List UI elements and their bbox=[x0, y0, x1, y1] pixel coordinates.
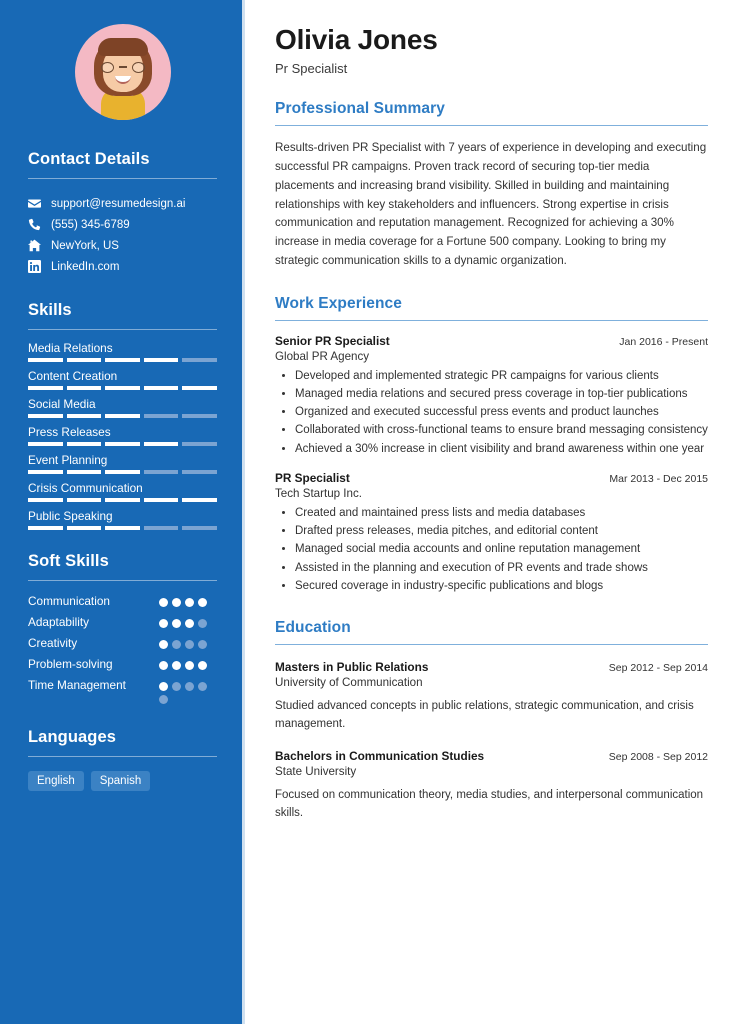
skills-heading: Skills bbox=[28, 301, 72, 319]
avatar-fringe bbox=[98, 38, 148, 56]
soft-skill-item bbox=[28, 612, 217, 633]
skill-level-bar bbox=[28, 414, 217, 418]
skill-level-segment bbox=[105, 358, 140, 362]
divider bbox=[275, 320, 708, 321]
professional-summary-heading: Professional Summary bbox=[275, 100, 445, 118]
education-degree: Bachelors in Communication Studies bbox=[275, 748, 485, 763]
soft-skills-list bbox=[28, 591, 217, 704]
education-heading: Education bbox=[275, 619, 351, 637]
soft-skill-dot bbox=[159, 661, 168, 670]
education-degree: Masters in Public Relations bbox=[275, 660, 429, 675]
sidebar-edge bbox=[242, 0, 245, 1024]
soft-skill-dot bbox=[159, 640, 168, 649]
skill-level-segment bbox=[182, 526, 217, 530]
soft-skill-item bbox=[28, 654, 217, 675]
skill-item bbox=[28, 367, 217, 390]
skill-level-segment bbox=[105, 526, 140, 530]
skill-item bbox=[28, 479, 217, 502]
education-description: Focused on communication theory, media studies, and interpersonal communication skills. bbox=[275, 788, 704, 819]
divider bbox=[28, 178, 217, 179]
soft-skill-dot bbox=[198, 619, 207, 628]
skill-level-segment bbox=[144, 442, 179, 446]
education-date-range: Sep 2012 - Sep 2014 bbox=[608, 662, 708, 675]
skill-label: Crisis Communication bbox=[28, 481, 143, 495]
skill-level-segment bbox=[182, 470, 217, 474]
education-entry-header bbox=[275, 749, 708, 763]
experience-entry-header bbox=[275, 334, 708, 348]
language-tag[interactable]: Spanish bbox=[91, 771, 151, 791]
experience-bullet-list bbox=[275, 368, 708, 458]
language-tag-list bbox=[28, 771, 217, 791]
experience-organization: Tech Startup Inc. bbox=[275, 486, 362, 500]
skill-level-segment bbox=[182, 386, 217, 390]
soft-skill-dot bbox=[198, 682, 207, 691]
avatar-glasses-bridge bbox=[119, 66, 127, 68]
skill-level-segment bbox=[105, 470, 140, 474]
skill-level-bar bbox=[28, 358, 217, 362]
experience-role: Senior PR Specialist bbox=[275, 333, 390, 348]
education-list bbox=[275, 660, 708, 822]
sidebar bbox=[0, 0, 245, 1024]
skill-level-segment bbox=[28, 498, 63, 502]
experience-bullet-list bbox=[275, 505, 708, 595]
skill-level-bar bbox=[28, 386, 217, 390]
contact-item[interactable] bbox=[28, 256, 217, 277]
skill-level-segment bbox=[67, 498, 102, 502]
skill-level-segment bbox=[182, 414, 217, 418]
skill-level-segment bbox=[28, 470, 63, 474]
divider bbox=[275, 644, 708, 645]
soft-skill-label: Communication bbox=[28, 594, 110, 608]
languages-section bbox=[0, 728, 245, 791]
education-entry-header bbox=[275, 660, 708, 674]
soft-skill-dot-rating bbox=[159, 612, 217, 628]
experience-date-range: Jan 2016 - Present bbox=[619, 335, 708, 348]
experience-bullet: • Achieved a 30% increase in client visibility and brand awareness within one year bbox=[295, 441, 708, 458]
skill-level-segment bbox=[67, 470, 102, 474]
skill-item bbox=[28, 395, 217, 418]
soft-skill-label: Problem-solving bbox=[28, 657, 113, 671]
soft-skill-dot bbox=[185, 682, 194, 691]
soft-skill-dot bbox=[172, 619, 181, 628]
skill-label: Social Media bbox=[28, 397, 96, 411]
skill-level-segment bbox=[67, 442, 102, 446]
skill-item bbox=[28, 423, 217, 446]
skill-item bbox=[28, 451, 217, 474]
contact-details-heading: Contact Details bbox=[28, 150, 150, 168]
skill-label: Media Relations bbox=[28, 341, 113, 355]
contact-item-value: support@resumedesign.ai bbox=[51, 197, 186, 210]
contact-item-value: LinkedIn.com bbox=[51, 260, 120, 273]
skill-level-segment bbox=[28, 442, 63, 446]
skill-level-bar bbox=[28, 470, 217, 474]
contact-item[interactable] bbox=[28, 214, 217, 235]
contact-item[interactable] bbox=[28, 235, 217, 256]
education-description: Studied advanced concepts in public relations, strategic communication, and crisis management. bbox=[275, 700, 694, 730]
skill-item bbox=[28, 507, 217, 530]
education-school: University of Communication bbox=[275, 676, 423, 690]
skill-level-segment bbox=[67, 386, 102, 390]
soft-skill-dot bbox=[185, 661, 194, 670]
skill-level-segment bbox=[105, 414, 140, 418]
soft-skill-dot bbox=[185, 598, 194, 607]
soft-skill-dot bbox=[159, 682, 168, 691]
soft-skills-heading: Soft Skills bbox=[28, 552, 109, 570]
skill-level-segment bbox=[28, 386, 63, 390]
soft-skill-dot-rating bbox=[159, 591, 217, 607]
soft-skill-label: Creativity bbox=[28, 636, 78, 650]
skill-level-segment bbox=[144, 358, 179, 362]
avatar-glasses-right bbox=[132, 62, 145, 73]
soft-skill-dot bbox=[172, 640, 181, 649]
work-experience-section bbox=[275, 295, 708, 596]
education-date-range: Sep 2008 - Sep 2012 bbox=[608, 750, 708, 763]
soft-skill-dot bbox=[159, 619, 168, 628]
soft-skill-dot-rating bbox=[159, 633, 217, 649]
soft-skill-dot bbox=[198, 598, 207, 607]
skill-label: Event Planning bbox=[28, 453, 108, 467]
phone-icon bbox=[28, 218, 41, 231]
experience-bullet: • Managed media relations and secured press coverage in top-tier publications bbox=[295, 386, 708, 403]
skill-level-segment bbox=[28, 414, 63, 418]
experience-entry bbox=[275, 334, 708, 458]
soft-skill-dot bbox=[172, 661, 181, 670]
skills-section bbox=[0, 301, 245, 530]
education-entry bbox=[275, 660, 708, 734]
experience-bullet: • Drafted press releases, media pitches, and editorial content bbox=[295, 523, 708, 540]
skill-level-segment bbox=[105, 442, 140, 446]
education-section bbox=[275, 619, 708, 822]
skill-level-segment bbox=[144, 470, 179, 474]
soft-skill-dot bbox=[198, 661, 207, 670]
skill-level-segment bbox=[28, 526, 63, 530]
soft-skill-item bbox=[28, 633, 217, 654]
main-content bbox=[245, 0, 730, 1024]
skill-level-segment bbox=[144, 414, 179, 418]
soft-skill-dot-rating bbox=[159, 675, 217, 704]
avatar bbox=[75, 24, 171, 120]
avatar-container bbox=[0, 0, 245, 120]
soft-skill-item bbox=[28, 591, 217, 612]
skill-level-segment bbox=[144, 386, 179, 390]
soft-skill-dot bbox=[172, 682, 181, 691]
professional-summary-section bbox=[275, 100, 708, 270]
experience-bullet: • Managed social media accounts and online reputation management bbox=[295, 541, 708, 558]
languages-heading: Languages bbox=[28, 728, 117, 746]
contact-details-section bbox=[0, 150, 245, 277]
skill-level-segment bbox=[182, 442, 217, 446]
skill-level-segment bbox=[67, 414, 102, 418]
skill-level-segment bbox=[182, 358, 217, 362]
soft-skill-dot bbox=[159, 598, 168, 607]
language-tag[interactable]: English bbox=[28, 771, 84, 791]
contact-list bbox=[28, 193, 217, 277]
skill-level-segment bbox=[182, 498, 217, 502]
experience-bullet: • Developed and implemented strategic PR campaigns for various clients bbox=[295, 368, 708, 385]
contact-item-value: NewYork, US bbox=[51, 239, 119, 252]
experience-entry-header bbox=[275, 471, 708, 485]
divider bbox=[275, 125, 708, 126]
soft-skills-section bbox=[0, 552, 245, 704]
skill-level-bar bbox=[28, 442, 217, 446]
skill-level-bar bbox=[28, 526, 217, 530]
work-experience-list bbox=[275, 334, 708, 596]
skill-level-segment bbox=[105, 386, 140, 390]
soft-skill-dot bbox=[159, 695, 168, 704]
experience-bullet: • Secured coverage in industry-specific publications and blogs bbox=[295, 578, 708, 595]
soft-skill-dot bbox=[185, 640, 194, 649]
soft-skill-label: Adaptability bbox=[28, 615, 89, 629]
skill-level-segment bbox=[28, 358, 63, 362]
skill-label: Press Releases bbox=[28, 425, 111, 439]
soft-skill-item bbox=[28, 675, 217, 704]
professional-summary-text: Results-driven PR Specialist with 7 years of experience in developing and executing successful PR campaigns. Proven track record of securing top-tier media placements and increasing brand visibility. Skilled in building and maintaining relationships with key stakeholders and influencers. Strong expertise in crisis communication and reputation management. Recognized for achieving a 30% increase in media coverage for a Fortune 500 company. Looking to bring my strategic communication skills to a dynamic organization. bbox=[275, 141, 707, 267]
skill-label: Public Speaking bbox=[28, 509, 113, 523]
skill-level-segment bbox=[67, 358, 102, 362]
page-title: Olivia Jones bbox=[275, 24, 438, 55]
envelope-icon bbox=[28, 197, 41, 210]
job-title: Pr Specialist bbox=[275, 61, 348, 77]
skill-level-segment bbox=[67, 526, 102, 530]
linkedin-icon bbox=[28, 260, 41, 273]
experience-bullet: • Created and maintained press lists and media databases bbox=[295, 505, 708, 522]
soft-skill-dot bbox=[198, 640, 207, 649]
education-entry bbox=[275, 749, 708, 823]
soft-skill-label: Time Management bbox=[28, 678, 126, 692]
contact-item-value: (555) 345-6789 bbox=[51, 218, 130, 231]
home-icon bbox=[28, 239, 41, 252]
skill-label: Content Creation bbox=[28, 369, 118, 383]
education-school: State University bbox=[275, 764, 357, 778]
experience-entry bbox=[275, 471, 708, 595]
soft-skill-dot-rating bbox=[159, 654, 217, 670]
soft-skill-dot bbox=[185, 619, 194, 628]
divider bbox=[28, 329, 217, 330]
soft-skill-dot bbox=[172, 598, 181, 607]
contact-item[interactable] bbox=[28, 193, 217, 214]
work-experience-heading: Work Experience bbox=[275, 294, 402, 312]
experience-bullet: • Collaborated with cross-functional teams to ensure brand messaging consistency bbox=[295, 422, 708, 439]
avatar-glasses-left bbox=[101, 62, 114, 73]
experience-organization: Global PR Agency bbox=[275, 349, 370, 363]
divider bbox=[28, 580, 217, 581]
skill-level-bar bbox=[28, 498, 217, 502]
experience-date-range: Mar 2013 - Dec 2015 bbox=[609, 472, 708, 485]
skill-level-segment bbox=[105, 498, 140, 502]
skill-item bbox=[28, 339, 217, 362]
skills-list bbox=[28, 339, 217, 530]
divider bbox=[28, 756, 217, 757]
skill-level-segment bbox=[144, 526, 179, 530]
experience-role: PR Specialist bbox=[275, 470, 350, 485]
experience-bullet: • Assisted in the planning and execution of PR events and trade shows bbox=[295, 560, 708, 577]
skill-level-segment bbox=[144, 498, 179, 502]
experience-bullet: • Organized and executed successful press events and product launches bbox=[295, 404, 708, 421]
